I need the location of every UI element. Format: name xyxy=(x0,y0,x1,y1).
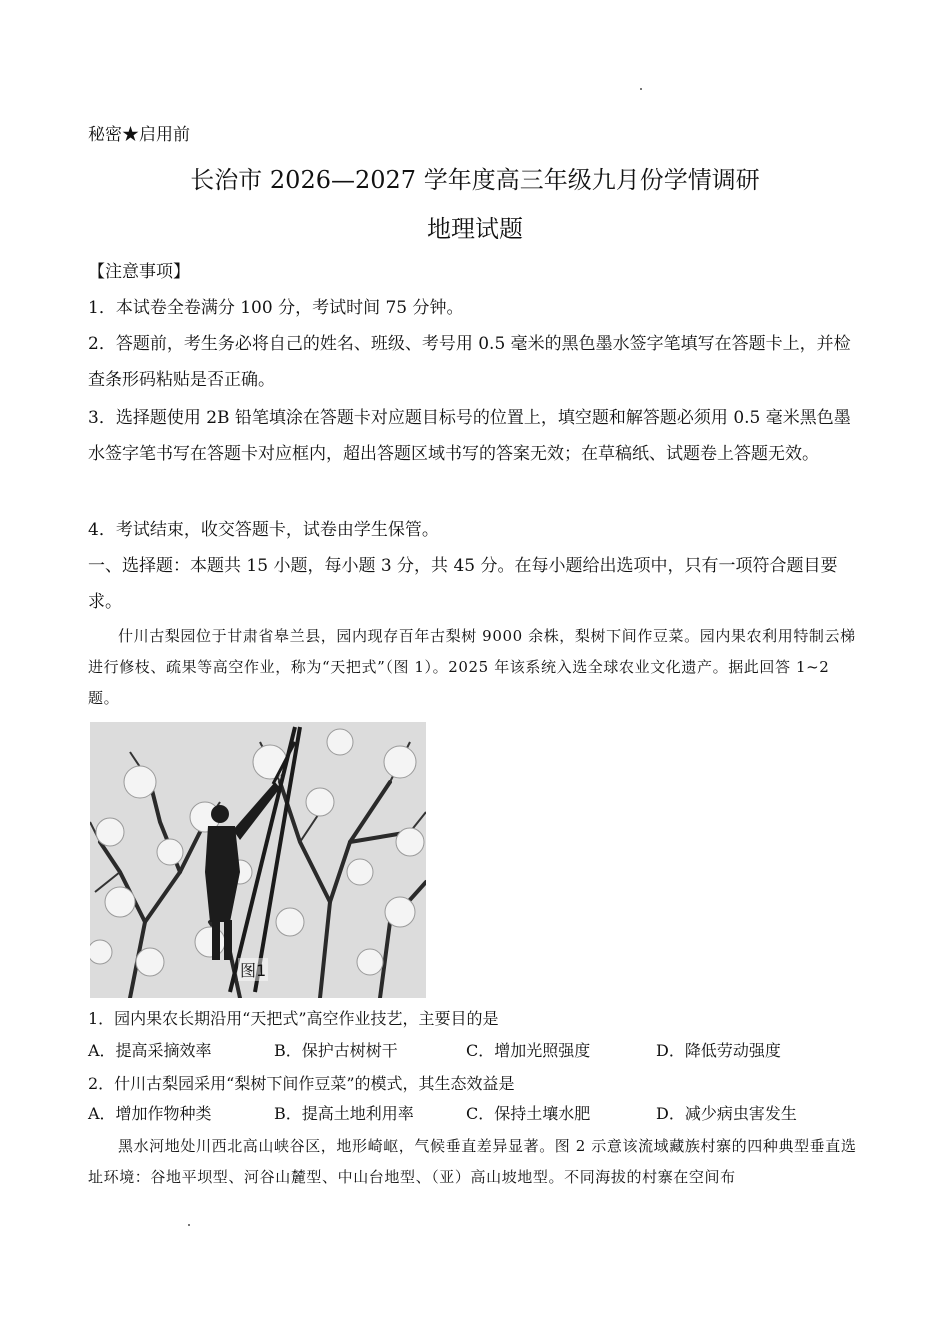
note-item-2: 2．答题前，考生务必将自己的姓名、班级、考号用 0.5 毫米的黑色墨水签字笔填写在答题卡上，并检查条形码粘贴是否正确。 xyxy=(88,334,851,390)
option-a: A．提高采摘效率 xyxy=(88,1041,212,1060)
option-d: D．降低劳动强度 xyxy=(656,1041,781,1060)
option-b: B．提高土地利用率 xyxy=(274,1104,414,1123)
passage-2: 黑水河地处川西北高山峡谷区，地形崎岖，气候垂直差异显著。图 2 示意该流域藏族村寨的四种典型垂直选址环境：谷地平坝型、河谷山麓型、中山台地型、（亚）高山坡地型。不同海拔的村寨在空间布 xyxy=(88,1137,857,1186)
exam-title: 长治市 2026—2027 学年度高三年级九月份学情调研 xyxy=(190,166,760,194)
pear-orchard-illustration xyxy=(90,722,426,998)
note-item-3: 3．选择题使用 2B 铅笔填涂在答题卡对应题目标号的位置上，填空题和解答题必须用 0.5 毫米黑色墨水签字笔书写在答题卡对应框内，超出答题区域书写的答案无效；在草稿纸、试题卷上答题无效。 xyxy=(88,408,851,464)
figure-1-photo xyxy=(90,722,426,998)
notes-heading: 【注意事项】 xyxy=(88,262,190,282)
option-c: C．保持土壤水肥 xyxy=(466,1104,591,1123)
scan-speck xyxy=(640,88,642,90)
note-item-1: 1．本试卷全卷满分 100 分，考试时间 75 分钟。 xyxy=(88,298,464,318)
option-b: B．保护古树树干 xyxy=(274,1041,398,1060)
figure-1-caption: 图1 xyxy=(238,958,268,981)
question-1-stem: 1．园内果农长期沿用“天把式”高空作业技艺，主要目的是 xyxy=(88,1009,499,1028)
passage-1: 什川古梨园位于甘肃省皋兰县，园内现存百年古梨树 9000 余株，梨树下间作豆菜。园内果农利用特制云梯进行修枝、疏果等高空作业，称为“天把式”（图 1）。2025 年该系统入选全球农业文化遗产。据此回答 1~2 题。 xyxy=(88,627,856,707)
note-item-4: 4．考试结束，收交答题卡，试卷由学生保管。 xyxy=(88,520,439,540)
option-d: D．减少病虫害发生 xyxy=(656,1104,797,1123)
question-2-options xyxy=(88,1102,868,1126)
scan-speck xyxy=(188,1224,190,1226)
section-heading: 一、选择题：本题共 15 小题，每小题 3 分，共 45 分。在每小题给出选项中，只有一项符合题目要求。 xyxy=(88,556,838,612)
question-1-options xyxy=(88,1039,868,1063)
option-c: C．增加光照强度 xyxy=(466,1041,591,1060)
option-a: A．增加作物种类 xyxy=(88,1104,212,1123)
exam-subject: 地理试题 xyxy=(427,215,523,243)
question-2-stem: 2．什川古梨园采用“梨树下间作豆菜”的模式，其生态效益是 xyxy=(88,1074,515,1093)
confidential-mark: 秘密★启用前 xyxy=(88,125,190,145)
